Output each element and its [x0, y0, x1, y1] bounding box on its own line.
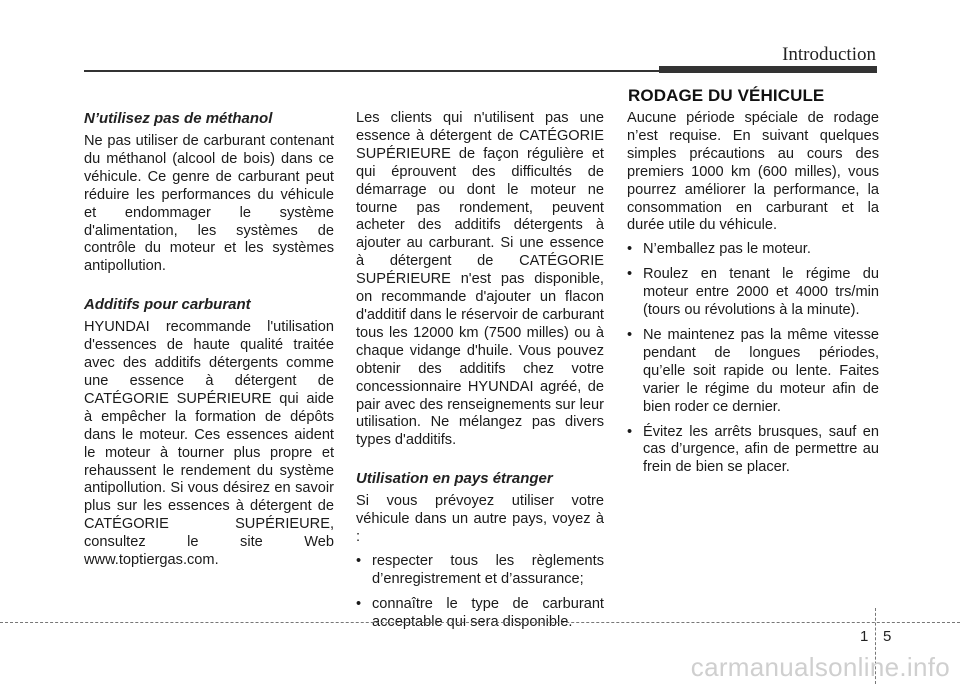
bullet-list-rodage	[627, 241, 879, 477]
page-number: 5	[883, 628, 892, 645]
paragraph-additifs: HYUNDAI recommande l'utilisation d'essences de haute qualité traitée avec des additifs détergents comme une essence à détergent de CATÉGORIE SUPÉRIEURE qui aide à empêcher la formation de dépôts dans le moteur. Ces essences aident le moteur à tourner plus propre et rehaussent le rendement du système antipollution. Si vous désirez en savoir plus sur les essences à détergent de CATÉGORIE SUPÉRIEURE, consultez le site Web www.toptiergas.com.	[84, 319, 334, 569]
header-rule	[84, 70, 659, 72]
paragraph-methanol: Ne pas utiliser de carburant contenant du méthanol (alcool de bois) dans ce véhicule. Ce genre de carburant peut réduire les performances du véhicule et endommager le système d'alimentation, les systèmes de contrôle du moteur et les systèmes antipollution.	[84, 133, 334, 275]
column-1	[84, 110, 334, 570]
list-item: • Roulez en tenant le régime du moteur entre 2000 et 4000 trs/min (tours ou révolutions à la minute).	[627, 266, 879, 320]
header-title: Introduction	[782, 44, 876, 65]
list-item: • Évitez les arrêts brusques, sauf en cas d’urgence, afin de permettre au frein de bien se placer.	[627, 424, 879, 478]
paragraph-pays-etranger: Si vous prévoyez utiliser votre véhicule dans un autre pays, voyez à :	[356, 493, 604, 546]
header-rule-thick	[659, 66, 877, 73]
footer-divider	[0, 622, 960, 623]
bullet-list-pays	[356, 553, 604, 632]
subheading-additifs: Additifs pour carburant	[84, 296, 251, 314]
paragraph-rodage: Aucune période spéciale de rodage n’est requise. En suivant quelques simples précautions au cours des premiers 1000 km (600 milles), vous pourrez améliorer la performance, la consommation en carburant et la durée utile du véhicule.	[627, 110, 879, 234]
list-item: • N’emballez pas le moteur.	[627, 241, 879, 259]
list-item: • Ne maintenez pas la même vitesse pendant de longues périodes, qu’elle soit rapide ou lente. Faites varier le régime du moteur afin de bien roder ce dernier.	[627, 327, 879, 417]
watermark: carmanualsonline.info	[690, 652, 950, 682]
list-item: • connaître le type de carburant acceptable qui sera disponible.	[356, 596, 604, 632]
subheading-pays-etranger: Utilisation en pays étranger	[356, 470, 553, 488]
list-item: • respecter tous les règlements d’enregistrement et d’assurance;	[356, 553, 604, 589]
subheading-methanol: N’utilisez pas de méthanol	[84, 110, 273, 127]
chapter-number: 1	[860, 628, 869, 645]
section-heading-rodage: RODAGE DU VÉHICULE	[628, 86, 825, 105]
column-3	[627, 110, 879, 484]
column-2	[356, 110, 604, 639]
paragraph-additifs-cont: Les clients qui n'utilisent pas une essence à détergent de CATÉGORIE SUPÉRIEURE de façon régulière et qui éprouvent des difficultés de démarrage ou dont le moteur ne tourne pas rondement, peuvent acheter des additifs détergents à ajouter au carburant. Si une essence à détergent de CATÉGORIE SUPÉRIEURE n'est pas disponible, on recommande d'ajouter un flacon d'additif dans le réservoir de carburant tous les 12000 km (7500 milles) ou à chaque vidange d'huile. Vous pouvez obtenir des additifs chez votre concessionnaire HYUNDAI agréé, de pair avec des renseignements sur leur utilisation. Ne mélangez pas divers types d'additifs.	[356, 110, 604, 449]
